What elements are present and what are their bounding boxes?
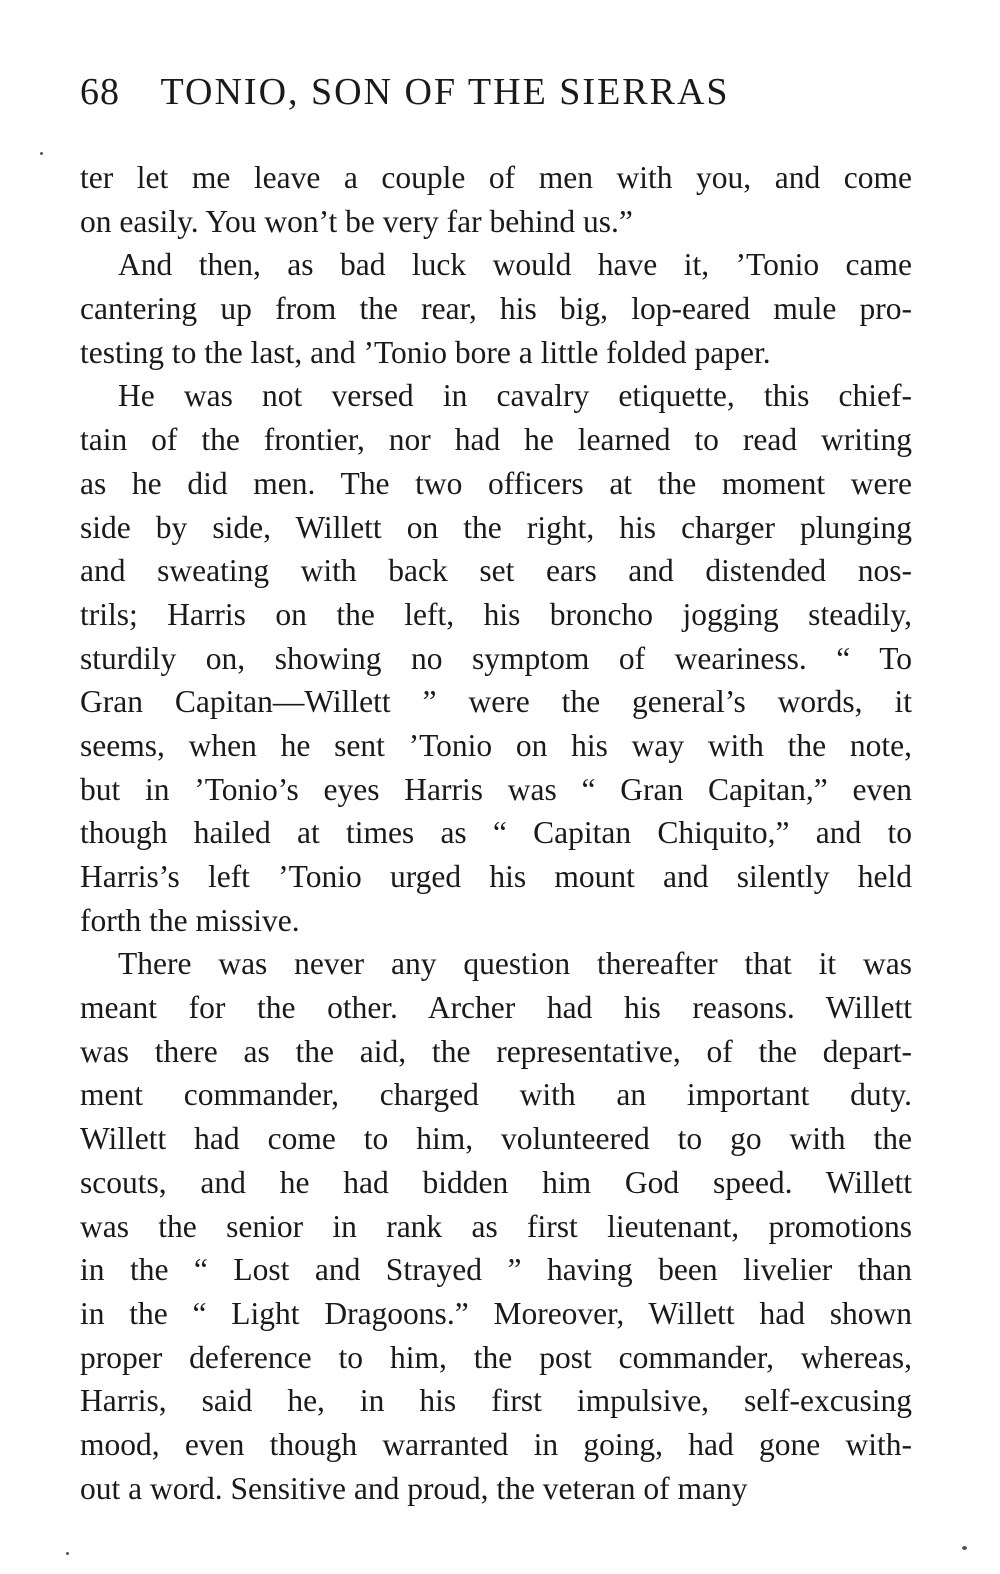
text-line: mood, even though warranted in going, had gone with- (80, 1426, 912, 1462)
text-line: meant for the other. Archer had his reasons. Willett (80, 990, 912, 1026)
text-line: forth the missive. (80, 902, 300, 938)
text-line: on easily. You won’t be very far behind us.” (80, 203, 633, 239)
text-line: tain of the frontier, nor had he learned to read writing (80, 422, 912, 458)
text-line: as he did men. The two officers at the moment were (80, 465, 912, 501)
text-line: Harris, said he, in his first impulsive, self-excusing (80, 1383, 912, 1419)
text-line: Gran Capitan—Willett ” were the general’s words, it (80, 684, 912, 720)
text-line: but in ’Tonio’s eyes Harris was “ Gran Capitan,” even (80, 771, 912, 807)
text-line: in the “ Light Dragoons.” Moreover, Willett had shown (80, 1295, 912, 1331)
print-speck (66, 1552, 69, 1555)
text-line: out a word. Sensitive and proud, the veteran of many (80, 1470, 748, 1506)
page-number: 68 (80, 71, 120, 113)
text-line: trils; Harris on the left, his broncho jogging steadily, (80, 596, 912, 632)
text-line: and sweating with back set ears and distended nos- (80, 553, 912, 589)
print-speck (40, 152, 43, 155)
text-line: testing to the last, and ’Tonio bore a little folded paper. (80, 334, 771, 370)
running-head (80, 70, 840, 130)
text-line: seems, when he sent ’Tonio on his way with the note, (80, 727, 912, 763)
text-line: though hailed at times as “ Capitan Chiquito,” and to (80, 815, 912, 851)
text-line: sturdily on, showing no symptom of weariness. “ To (80, 640, 912, 676)
text-line: proper deference to him, the post commander, whereas, (80, 1339, 912, 1375)
text-line: Harris’s left ’Tonio urged his mount and silently held (80, 859, 912, 894)
text-line: And then, as bad luck would have it, ’Tonio came (118, 247, 912, 283)
text-line: ment commander, charged with an important duty. (80, 1077, 912, 1113)
text-line: ter let me leave a couple of men with you, and come (80, 160, 912, 195)
body-text (80, 156, 912, 1510)
text-line: He was not versed in cavalry etiquette, this chief- (118, 378, 912, 414)
text-line: There was never any question thereafter that it was (118, 946, 912, 982)
print-speck (962, 1546, 967, 1550)
text-line: scouts, and he had bidden him God speed. Willett (80, 1164, 912, 1200)
text-line: Willett had come to him, volunteered to go with the (80, 1121, 912, 1157)
text-line: side by side, Willett on the right, his charger plunging (80, 509, 912, 545)
text-line: was there as the aid, the representative, of the depart- (80, 1033, 912, 1069)
running-title: TONIO, SON OF THE SIERRAS (160, 71, 730, 113)
text-line: cantering up from the rear, his big, lop-eared mule pro- (80, 291, 912, 327)
text-line: was the senior in rank as first lieutenant, promotions (80, 1208, 912, 1244)
text-line: in the “ Lost and Strayed ” having been livelier than (80, 1252, 912, 1288)
